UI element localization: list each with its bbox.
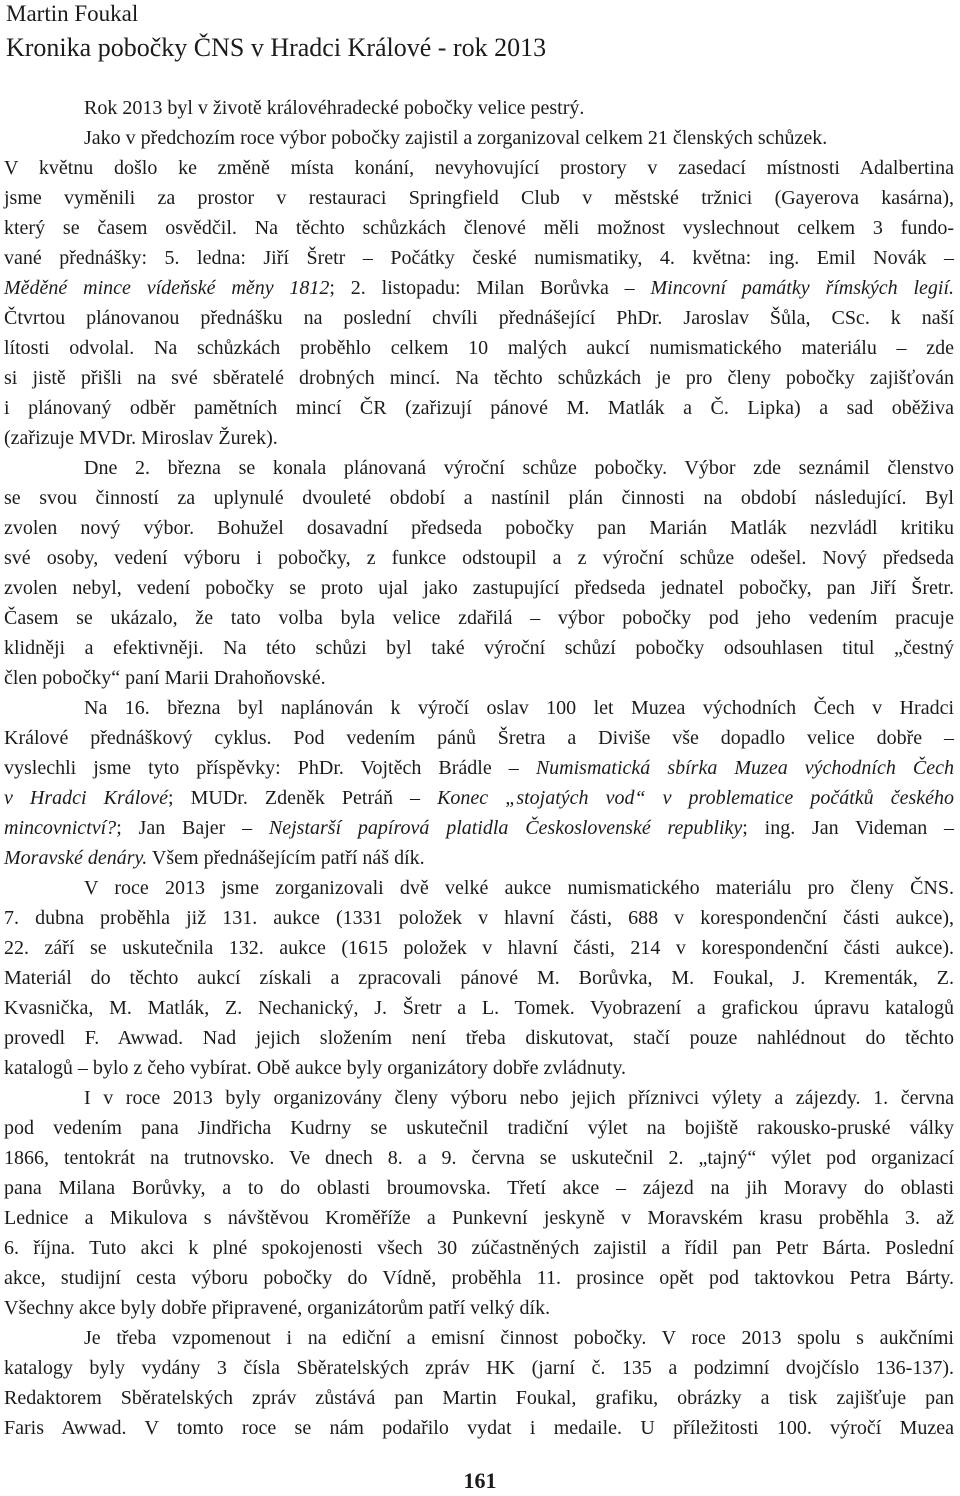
text-line xyxy=(4,513,954,543)
text-line xyxy=(4,783,954,813)
text-run: Lednice a Mikulova s návštěvou Kroměříže a Punkevní jeskyně v Moravském krasu proběhla 3. až xyxy=(4,1207,954,1229)
text-run: lítosti odvolal. Na schůzkách proběhlo celkem 10 malých aukcí numismatického materiálu – zde xyxy=(4,337,954,359)
text-line xyxy=(4,603,954,633)
text-run: V roce 2013 jsme zorganizovali dvě velké aukce numismatického materiálu pro členy ČNS. xyxy=(84,877,954,899)
text-run: ; ing. Jan Videman – xyxy=(742,817,954,839)
article-title: Kronika pobočky ČNS v Hradci Králové - rok 2013 xyxy=(6,33,547,62)
author-name: Martin Foukal xyxy=(6,1,139,26)
text-line xyxy=(4,1233,954,1263)
text-run: klidněji a efektivněji. Na této schůzi byl také výroční schůzí pobočky odsouhlasen titul „čestný xyxy=(4,637,954,659)
text-line xyxy=(4,153,954,183)
page-number: 161 xyxy=(463,1468,497,1493)
text-line xyxy=(4,333,954,363)
text-run: Faris Awwad. V tomto roce se nám podařilo vydat i medaile. U příležitosti 100. výročí Muzea xyxy=(4,1417,954,1439)
text-line xyxy=(4,903,954,933)
text-line xyxy=(4,393,954,423)
text-run: Kvasnička, M. Matlák, Z. Nechanický, J. Šretr a L. Tomek. Vyobrazení a grafickou úpravu katalogů xyxy=(4,997,954,1019)
text-run: I v roce 2013 byly organizovány členy výboru nebo jejich příznivci výlety a zájezdy. 1. června xyxy=(84,1087,954,1109)
text-line xyxy=(4,1173,954,1203)
text-run: 7. dubna proběhla již 131. aukce (1331 položek v hlavní části, 688 v korespondenční části aukce), xyxy=(4,907,954,929)
text-run: Všem přednášejícím patří náš dík. xyxy=(147,847,425,869)
text-line xyxy=(4,633,954,663)
text-run: katalogů – bylo z čeho vybírat. Obě aukce byly organizátory dobře zvládnuty. xyxy=(4,1057,627,1079)
text-line xyxy=(4,723,954,753)
text-line xyxy=(4,813,954,843)
italic-title: Konec „stojatých vod“ v problematice počátků českého xyxy=(437,787,954,809)
text-line xyxy=(4,123,954,153)
text-run: vyslechli jsme tyto příspěvky: PhDr. Vojtěch Brádle – xyxy=(4,757,536,779)
italic-title: Moravské denáry. xyxy=(4,847,148,869)
text-line xyxy=(4,1323,954,1353)
text-line xyxy=(4,1203,954,1233)
text-run: který se časem osvědčil. Na těchto schůzkách členové měli možnost vyslechnout celkem 3 fundo- xyxy=(4,217,954,239)
italic-title: mincovnictví? xyxy=(4,817,117,839)
text-run: člen pobočky“ paní Marii Drahoňovské. xyxy=(4,667,326,689)
italic-title: Nejstarší papírová platidla Československé republiky xyxy=(268,817,743,839)
text-run: Časem se ukázalo, že tato volba byla velice zdařilá – výbor pobočky pod jeho vedením pracuje xyxy=(4,607,954,629)
text-run: katalogy byly vydány 3 čísla Sběratelských zpráv HK (jarní č. 135 a podzimní dvojčíslo 136-137). xyxy=(4,1357,954,1379)
text-run: pod vedením pana Jindřicha Kudrny se uskutečnil tradiční výlet na bojiště rakousko-pruské války xyxy=(4,1117,954,1139)
text-line xyxy=(4,663,954,693)
text-run: Materiál do těchto aukcí získali a zpracovali pánové M. Borůvka, M. Foukal, J. Krementák, Z. xyxy=(4,967,954,989)
text-line xyxy=(4,423,954,453)
text-line xyxy=(4,933,954,963)
text-run: své osoby, vedení výboru i pobočky, z funkce odstoupil a z výroční schůze odešel. Nový předseda xyxy=(4,547,954,569)
text-run: Redaktorem Sběratelských zpráv zůstává pan Martin Foukal, grafiku, obrázky a tisk zajišťuje pan xyxy=(4,1387,954,1409)
text-run: Je třeba vzpomenout i na ediční a emisní činnost pobočky. V roce 2013 spolu s aukčními xyxy=(84,1327,954,1349)
text-line xyxy=(4,213,954,243)
text-line xyxy=(4,873,954,903)
text-run: akce, studijní cesta výboru pobočky do Vídně, proběhla 11. prosince opět pod taktovkou Petra Bárty. xyxy=(4,1267,954,1289)
text-line xyxy=(4,1413,954,1443)
text-run: si jistě přišli na své sběratelé drobných mincí. Na těchto schůzkách je pro členy pobočky zajišťován xyxy=(4,367,954,389)
italic-title: Mincovní památky římských legií. xyxy=(650,277,955,299)
text-line xyxy=(4,843,954,873)
text-run: Králové přednáškový cyklus. Pod vedením pánů Šretra a Diviše vše dopadlo velice dobře – xyxy=(4,727,954,749)
text-line xyxy=(4,1053,954,1083)
text-run: Rok 2013 byl v životě královéhradecké pobočky velice pestrý. xyxy=(84,97,585,119)
text-run: pana Milana Borůvky, a to do oblasti broumovska. Třetí akce – zájezd na jih Moravy do oblasti xyxy=(4,1177,954,1199)
text-run: zvolen nový výbor. Bohužel dosavadní předseda pobočky pan Marián Matlák nezvládl kritiku xyxy=(4,517,954,539)
text-line xyxy=(4,573,954,603)
text-run: Všechny akce byly dobře připravené, organizátorům patří velký dík. xyxy=(4,1297,551,1319)
text-line xyxy=(4,303,954,333)
italic-title: Numismatická sbírka Muzea východních Čech xyxy=(535,757,954,779)
text-line xyxy=(4,1083,954,1113)
text-line xyxy=(4,963,954,993)
text-line xyxy=(4,93,954,123)
text-run: i plánovaný odběr pamětních mincí ČR (zařizují pánové M. Matlák a Č. Lipka) a sad oběživa xyxy=(4,397,954,419)
text-run: V květnu došlo ke změně místa konání, nevyhovující prostory v zasedací místnosti Adalbertina xyxy=(4,157,954,179)
text-run: (zařizuje MVDr. Miroslav Žurek). xyxy=(4,427,278,449)
text-line xyxy=(4,993,954,1023)
text-line xyxy=(4,453,954,483)
text-run: vané přednášky: 5. ledna: Jiří Šretr – Počátky české numismatiky, 4. května: ing. Emil Novák – xyxy=(4,247,954,269)
text-run: 6. října. Tuto akci k plné spokojenosti všech 30 zúčastněných zajistil a řídil pan Petr Bárta. Poslední xyxy=(4,1237,954,1259)
text-line xyxy=(4,1113,954,1143)
text-run: 22. září se uskutečnila 132. aukce (1615 položek v hlavní části, 214 v korespondenční části aukce). xyxy=(4,937,954,959)
text-line xyxy=(4,1353,954,1383)
text-line xyxy=(4,1293,954,1323)
text-line xyxy=(4,243,954,273)
text-line xyxy=(4,363,954,393)
text-line xyxy=(4,543,954,573)
text-run: Čtvrtou plánovanou přednášku na poslední chvíli přednášející PhDr. Jaroslav Šůla, CSc. k naší xyxy=(4,307,954,329)
text-line xyxy=(4,483,954,513)
text-run: Jako v předchozím roce výbor pobočky zajistil a zorganizoval celkem 21 členských schůzek. xyxy=(84,127,828,149)
text-run: zvolen nebyl, vedení pobočky se proto ujal jako zastupující předseda jednatel pobočky, pan Jiří Šretr. xyxy=(4,577,954,599)
text-line xyxy=(4,1143,954,1173)
text-line xyxy=(4,1383,954,1413)
italic-title: v Hradci Králové xyxy=(4,787,169,809)
text-line xyxy=(4,1263,954,1293)
text-run: ; Jan Bajer – xyxy=(116,817,269,839)
italic-title: Měděné mince vídeňské měny 1812 xyxy=(4,277,330,299)
text-run: se svou činností za uplynulé dvouleté období a nastínil plán činnosti na období následující. Byl xyxy=(4,487,954,509)
text-run: ; MUDr. Zdeněk Petráň – xyxy=(168,787,438,809)
text-line xyxy=(4,273,954,303)
text-run: jsme vyměnili za prostor v restauraci Springfield Club v městské tržnici (Gayerova kasárna), xyxy=(4,187,954,209)
text-run: Dne 2. března se konala plánovaná výroční schůze pobočky. Výbor zde seznámil členstvo xyxy=(84,457,954,479)
text-line xyxy=(4,183,954,213)
text-run: 1866, tentokrát na trutnovsko. Ve dnech 8. a 9. června se uskutečnil 2. „tajný“ výlet pod organizací xyxy=(4,1147,954,1169)
text-run: Na 16. března byl naplánován k výročí oslav 100 let Muzea východních Čech v Hradci xyxy=(84,697,954,719)
text-run: provedl F. Awwad. Nad jejich složením není třeba diskutovat, stačí pouze nahlédnout do těchto xyxy=(4,1027,954,1049)
text-line xyxy=(4,1023,954,1053)
text-line xyxy=(4,693,954,723)
text-run: ; 2. listopadu: Milan Borůvka – xyxy=(329,277,651,299)
text-line xyxy=(4,753,954,783)
